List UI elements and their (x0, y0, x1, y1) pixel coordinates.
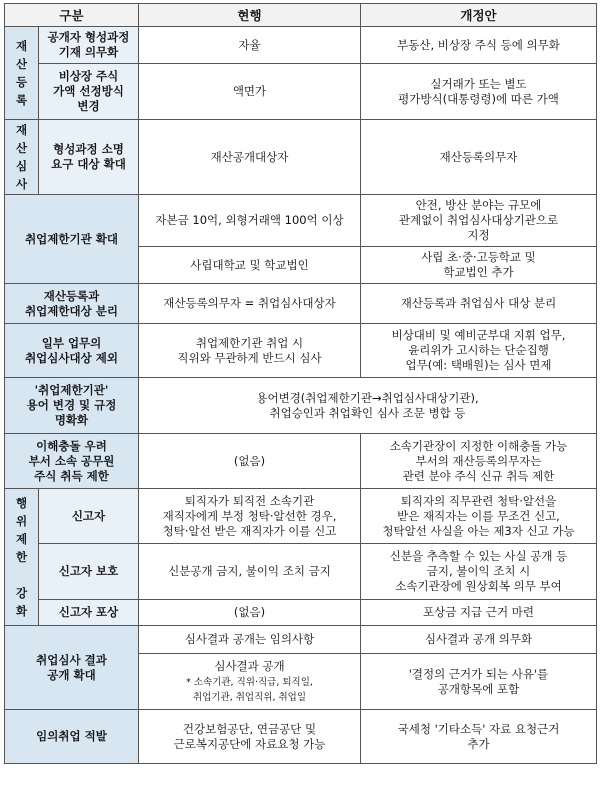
revised-cell: 신분을 추측할 수 있는 사실 공개 등 금지, 불이익 조치 시 소속기관장에 원상회복 의무 부여 (361, 544, 597, 600)
revised-cell: 비상대비 및 예비군부대 지휘 업무, 윤리위가 고시하는 단순집행 업무(예: 택배원)는 심사 면제 (361, 324, 597, 378)
table-row (5, 378, 597, 434)
revised-cell: 퇴직자의 직무관련 청탁·알선을 받은 재직자는 이를 무조건 신고, 청탁알선 사실을 아는 제3자 신고 가능 (361, 489, 597, 544)
merged-cell: 용어변경(취업제한기관→취업심사대상기관), 취업승인과 취업확인 심사 조문 병합 등 (139, 378, 597, 434)
revised-cell: 포상금 지급 근거 마련 (361, 600, 597, 626)
revised-cell: 안전, 방산 분야는 규모에 관계없이 취업심사대상기관으로 지정 (361, 195, 597, 247)
header-category: 구분 (5, 4, 139, 27)
current-text: 심사결과 공개 (214, 659, 285, 673)
header-row (5, 4, 597, 27)
row-label: 취업제한기관 확대 (5, 195, 139, 284)
table-row (5, 27, 597, 64)
revised-cell: '결정의 근거가 되는 사유'를 공개항목에 포함 (361, 654, 597, 710)
current-cell: 취업제한기관 취업 시 직위와 무관하게 반드시 심사 (139, 324, 361, 378)
table-row (5, 284, 597, 324)
current-cell: 자본금 10억, 외형거래액 100억 이상 (139, 195, 361, 247)
row-label: 신고자 (39, 489, 139, 544)
revised-cell: 사립 초·중·고등학교 및 학교법인 추가 (361, 247, 597, 284)
row-label: 취업심사 결과 공개 확대 (5, 626, 139, 710)
table-row (5, 626, 597, 654)
group-asset-registration: 재 산 등 록 (5, 27, 39, 120)
current-cell: 건강보험공단, 연금공단 및 근로복지공단에 자료요청 가능 (139, 710, 361, 764)
row-label: 재산등록과 취업제한대상 분리 (5, 284, 139, 324)
row-label: '취업제한기관' 용어 변경 및 규정 명확화 (5, 378, 139, 434)
header-revised: 개정안 (361, 4, 597, 27)
current-cell: (없음) (139, 434, 361, 489)
row-label: 이해충돌 우려 부서 소속 공무원 주식 취득 제한 (5, 434, 139, 489)
current-cell: 신분공개 금지, 불이익 조치 금지 (139, 544, 361, 600)
group-asset-review: 재 산 심 사 (5, 120, 39, 195)
table-row (5, 195, 597, 247)
row-label: 형성과정 소명 요구 대상 확대 (39, 120, 139, 195)
current-cell: 심사결과 공개는 임의사항 (139, 626, 361, 654)
table-row (5, 434, 597, 489)
row-label: 비상장 주식 가액 선정방식 변경 (39, 64, 139, 120)
table-row (5, 710, 597, 764)
revised-cell: 소속기관장이 지정한 이해충돌 가능 부서의 재산등록의무자는 관련 분야 주식 신규 취득 제한 (361, 434, 597, 489)
revised-cell: 재산등록과 취업심사 대상 분리 (361, 284, 597, 324)
current-cell: 액면가 (139, 64, 361, 120)
header-current: 현행 (139, 4, 361, 27)
revised-cell: 부동산, 비상장 주식 등에 의무화 (361, 27, 597, 64)
current-cell: (없음) (139, 600, 361, 626)
row-label: 임의취업 적발 (5, 710, 139, 764)
current-cell: 재산등록의무자 = 취업심사대상자 (139, 284, 361, 324)
revised-cell: 심사결과 공개 의무화 (361, 626, 597, 654)
table-row (5, 600, 597, 626)
current-cell (139, 654, 361, 710)
table-row (5, 64, 597, 120)
footnote-text: * 소속기관, 직위·직급, 퇴직일, 취업기관, 취업직위, 취업일 (186, 677, 313, 703)
current-cell: 자율 (139, 27, 361, 64)
revised-cell: 국세청 '기타소득' 자료 요청근거 추가 (361, 710, 597, 764)
current-cell: 사립대학교 및 학교법인 (139, 247, 361, 284)
table-row (5, 120, 597, 195)
row-label: 신고자 보호 (39, 544, 139, 600)
row-label: 일부 업무의 취업심사대상 제외 (5, 324, 139, 378)
revised-cell: 실거래가 또는 별도 평가방식(대통령령)에 따른 가액 (361, 64, 597, 120)
row-label: 신고자 포상 (39, 600, 139, 626)
row-label: 공개자 형성과정 기재 의무화 (39, 27, 139, 64)
reform-comparison-table (4, 3, 597, 764)
group-conduct-restriction: 행 위 제 한 강 화 (5, 489, 39, 626)
revised-cell: 재산등록의무자 (361, 120, 597, 195)
table-row (5, 544, 597, 600)
table-row (5, 489, 597, 544)
current-cell: 재산공개대상자 (139, 120, 361, 195)
table-row (5, 324, 597, 378)
current-cell: 퇴직자가 퇴직전 소속기관 재직자에게 부정 청탁·알선한 경우, 청탁·알선 받은 재직자가 이를 신고 (139, 489, 361, 544)
